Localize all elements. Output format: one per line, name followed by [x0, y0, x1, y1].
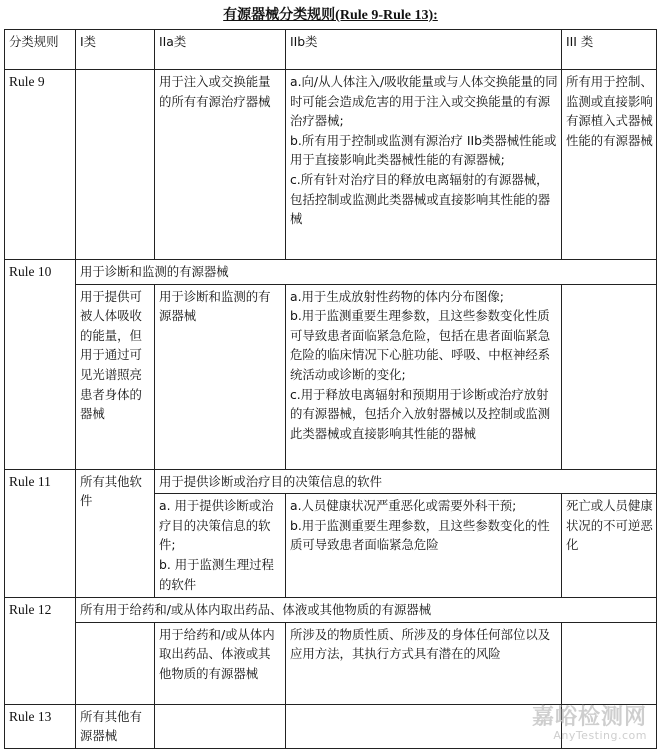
rule11-class-2a — [155, 494, 286, 598]
rule9-class-2a: 用于注入或交换能量的所有有源治疗器械 — [155, 70, 286, 260]
rule11-class-2b-b: b.用于监测重要生理参数，且这些参数变化的性质可导致患者面临紧急危险 — [290, 517, 550, 553]
page-title: 有源器械分类规则(Rule 9-Rule 13): — [223, 8, 438, 23]
rule10-span: 用于诊断和监测的有源器械 — [76, 260, 657, 285]
rule11-class-2b — [286, 494, 562, 598]
rule-name: Rule 13 — [5, 704, 76, 748]
rule12-class-1 — [76, 622, 155, 704]
rule-name: Rule 11 — [5, 469, 76, 598]
table-row — [5, 598, 657, 623]
table-row — [5, 469, 657, 494]
rule13-class-3 — [562, 704, 657, 748]
rule12-class-2a: 用于给药和/或从体内取出药品、体液或其他物质的有源器械 — [155, 622, 286, 704]
table-row — [5, 70, 657, 260]
rule-name: Rule 10 — [5, 260, 76, 470]
rule10-class-2b-c: c.用于释放电离辐射和预期用于诊断或治疗放射的有源器械，包括介入放射器械以及控制或监测此类器械或直接影响其性能的器械 — [290, 386, 551, 441]
header-class-2a: IIa类 — [155, 30, 286, 70]
rule9-class-3: 所有用于控制、监测或直接影响有源植入式器械性能的有源器械 — [562, 70, 657, 260]
rule11-class-2b-a: a.人员健康状况严重恶化或需要外科干预; — [290, 498, 517, 514]
classification-table — [4, 29, 657, 749]
rule9-class-2b — [286, 70, 562, 260]
rule12-class-2b: 所涉及的物质性质、所涉及的身体任何部位以及应用方法，其执行方式具有潜在的风险 — [286, 622, 562, 704]
header-class-2b: IIb类 — [286, 30, 562, 70]
rule11-span: 用于提供诊断或治疗目的决策信息的软件 — [155, 469, 657, 494]
rule12-span: 所有用于给药和/或从体内取出药品、体液或其他物质的有源器械 — [76, 598, 657, 623]
watermark-cn: 嘉峪检测网 — [531, 705, 647, 730]
rule9-class-2b-b: b.所有用于控制或监测有源治疗 IIb类器械性能或用于直接影响此类器械性能的有源器械; — [290, 132, 557, 168]
header-rule: 分类规则 — [5, 30, 76, 70]
table-row — [5, 284, 657, 469]
rule11-class-1: 所有其他软件 — [76, 469, 155, 598]
rule12-class-3 — [562, 622, 657, 704]
rule11-class-3: 死亡或人员健康状况的不可逆恶化 — [562, 494, 657, 598]
rule9-class-2b-c: c.所有针对治疗目的释放电离辐射的有源器械，包括控制或监测此类器械或直接影响其性能的器械 — [290, 171, 551, 227]
rule11-class-2a-b: b. 用于监测生理过程的软件 — [159, 556, 274, 592]
rule13-class-1: 所有其他有源器械 — [76, 704, 155, 748]
header-class-1: I类 — [76, 30, 155, 70]
table-row — [5, 704, 657, 748]
table-row — [5, 260, 657, 285]
rule-name: Rule 9 — [5, 70, 76, 260]
rule10-class-2b — [286, 284, 562, 469]
rule11-class-2a-a: a. 用于提供诊断或治疗目的决策信息的软件; — [159, 498, 274, 553]
rule10-class-3 — [562, 284, 657, 469]
rule10-class-1: 用于提供可被人体吸收的能量，但用于通过可见光谱照亮患者身体的器械 — [76, 284, 155, 469]
rule10-class-2b-b: b.用于监测重要生理参数，且这些参数变化性质可导致患者面临紧急危险，包括在患者面临紧急危险的临床情况下心脏功能、呼吸、中枢神经系统活动或诊断的变化; — [290, 308, 551, 382]
table-row — [5, 622, 657, 704]
header-class-3: III 类 — [562, 30, 657, 70]
rule13-class-2a — [155, 704, 286, 748]
header-row — [5, 30, 657, 70]
watermark-en: AnyTesting.com — [553, 729, 647, 742]
rule9-class-2b-a: a.向/从人体注入/吸收能量或与人体交换能量的同时可能会造成危害的用于注入或交换能量的有源治疗器械; — [290, 74, 558, 129]
rule10-class-2b-a: a.用于生成放射性药物的体内分布图像; — [290, 288, 504, 304]
rule-name: Rule 12 — [5, 598, 76, 705]
rule13-class-2b — [286, 704, 562, 748]
rule9-class-1 — [76, 70, 155, 260]
rule10-class-2a: 用于诊断和监测的有源器械 — [155, 284, 286, 469]
